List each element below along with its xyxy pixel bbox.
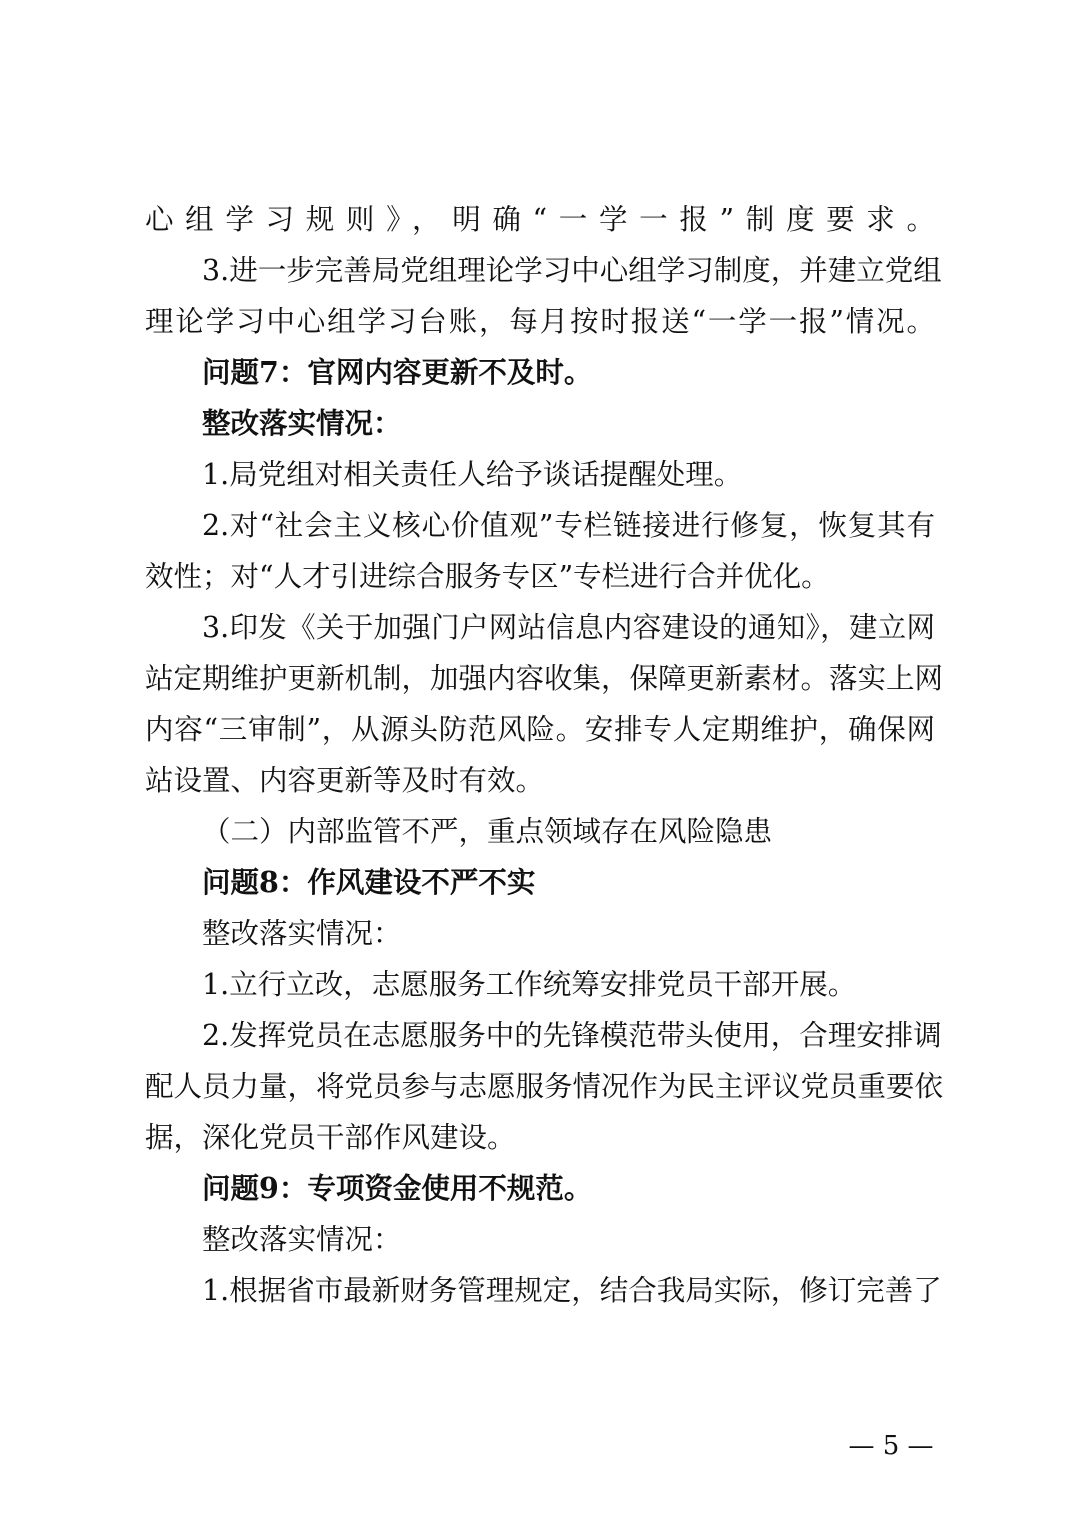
paragraph-line: 站设置、内容更新等及时有效。: [145, 764, 545, 797]
paragraph-line-item-1: 1.局党组对相关责任人给予谈话提醒处理。: [202, 458, 743, 491]
body-text: [145, 194, 944, 1316]
paragraph-line-item-1: 1.根据省市最新财务管理规定，结合我局实际，修订完善了: [202, 1274, 942, 1307]
paragraph-line: 内容“三审制”，从源头防范风险。安排专人定期维护，确保网: [145, 713, 935, 746]
paragraph-line: 据，深化党员干部作风建设。: [145, 1121, 516, 1154]
rectification-heading: 整改落实情况：: [202, 406, 402, 440]
paragraph-line-continuation: 心组学习规则》，明确“一学一报”制度要求。: [145, 203, 935, 236]
section-heading-2: （二）内部监管不严，重点领域存在风险隐患: [202, 815, 773, 848]
rectification-heading: 整改落实情况：: [202, 1223, 402, 1256]
issue-heading-9: 问题9：专项资金使用不规范。: [202, 1171, 593, 1205]
paragraph-line-item-1: 1.立行立改，志愿服务工作统筹安排党员干部开展。: [202, 968, 857, 1001]
paragraph-line-item-2: 2.发挥党员在志愿服务中的先锋模范带头使用，合理安排调: [202, 1019, 942, 1052]
rectification-heading: 整改落实情况：: [202, 917, 402, 950]
paragraph-line-item-2: 2.对“社会主义核心价值观”专栏链接进行修复，恢复其有: [202, 509, 935, 542]
issue-heading-7: 问题7：官网内容更新不及时。: [202, 355, 593, 389]
paragraph-line: 配人员力量，将党员参与志愿服务情况作为民主评议党员重要依: [145, 1070, 944, 1103]
issue-heading-8: 问题8：作风建设不严不实: [202, 865, 536, 899]
page-number: — 5 —: [848, 1431, 934, 1461]
paragraph-line: 理论学习中心组学习台账，每月按时报送“一学一报”情况。: [145, 305, 935, 338]
paragraph-line-item-3: 3.进一步完善局党组理论学习中心组学习制度，并建立党组: [202, 254, 942, 287]
paragraph-line-item-3: 3.印发《关于加强门户网站信息内容建设的通知》，建立网: [202, 611, 935, 644]
paragraph-line: 效性；对“人才引进综合服务专区”专栏进行合并优化。: [145, 560, 830, 593]
paragraph-line: 站定期维护更新机制，加强内容收集，保障更新素材。落实上网: [145, 662, 944, 695]
